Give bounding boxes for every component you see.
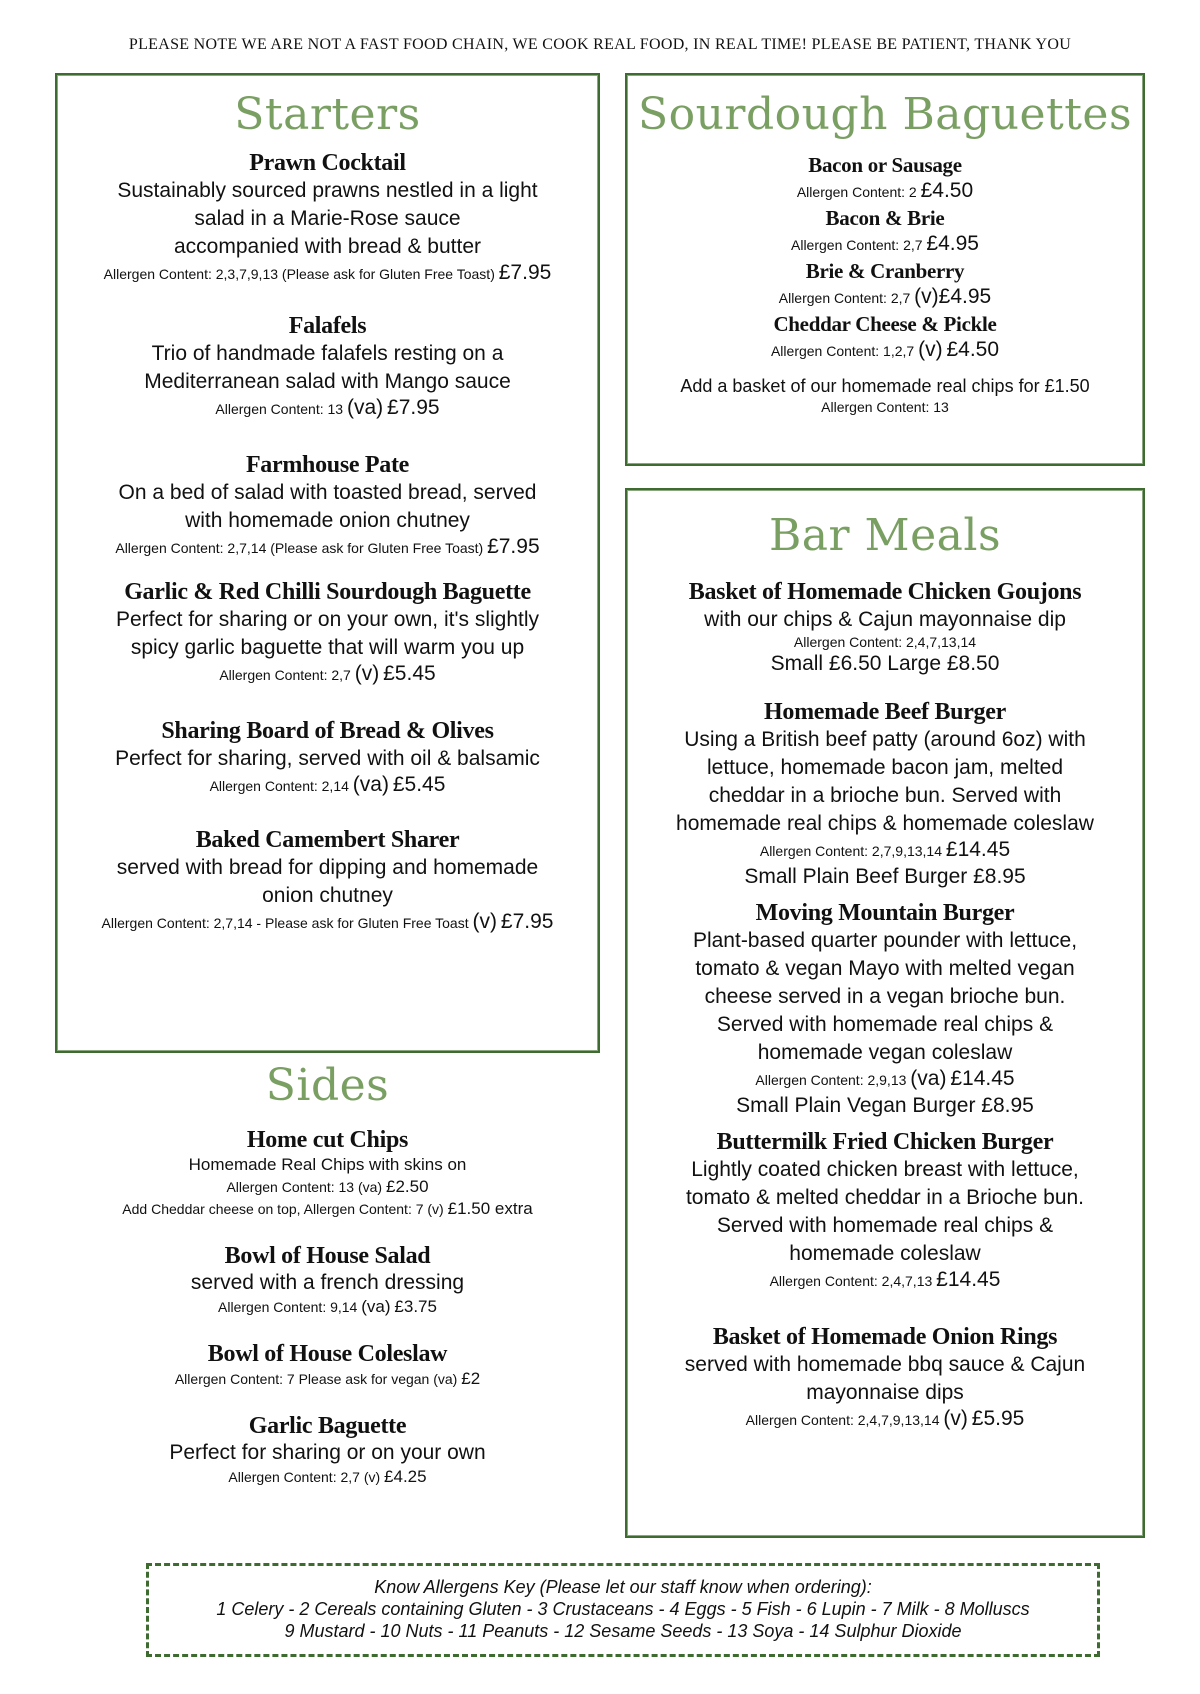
item-allergen [55,1176,600,1198]
item-allergen [57,261,598,286]
item-allergen [627,1268,1143,1293]
menu-item [55,1242,600,1318]
allergen-text: Allergen Content: 2,7 [791,237,923,253]
allergen-text: Allergen Content: 2 [796,184,917,200]
item-desc-line: Perfect for sharing or on your own, it's slightly [115,608,540,631]
item-desc-line: homemade coleslaw [789,1242,981,1265]
item-desc-line: lettuce, homemade bacon jam, melted [706,756,1064,779]
allergen-text: Allergen Content: 1,2,7 [770,343,915,359]
item-price: £14.45 [936,1268,1001,1291]
item-name: Garlic Baguette [248,1413,407,1439]
item-desc-line: Plant-based quarter pounder with lettuce, [692,929,1078,952]
allergen-key-title: Know Allergens Key (Please let our staff know when ordering): [374,1577,872,1597]
menu-item [627,1323,1143,1432]
item-allergen [55,1296,600,1318]
item-desc-line: homemade real chips & homemade coleslaw [676,812,1094,835]
item-desc-line: Perfect for sharing, served with oil & balsamic [115,747,540,770]
menu-item [57,312,598,421]
item-desc-line: tomato & melted cheddar in a Brioche bun. [685,1186,1085,1209]
item-name: Garlic & Red Chilli Sourdough Baguette [124,579,531,605]
chips-addon: Add a basket of our homemade real chips for £1.50 [680,376,1090,396]
item-price: £14.45 [950,1067,1015,1090]
extra-text: Add Cheddar cheese on top, Allergen Content: 7 (v) [122,1201,444,1217]
starters-title: Starters [234,89,421,140]
menu-item [627,310,1143,363]
item-desc-line: On a bed of salad with toasted bread, served [118,481,537,504]
item-desc-line: Sustainably sourced prawns nestled in a light [117,179,538,202]
menu-item [627,257,1143,310]
item-allergen [627,1407,1143,1432]
item-desc-line: with homemade onion chutney [185,509,470,532]
menu-item [627,151,1143,204]
item-price: £4.25 [384,1467,427,1486]
item-name: Moving Mountain Burger [755,900,1015,926]
bar-meals-panel [625,488,1145,1538]
item-name: Cheddar Cheese & Pickle [773,312,997,336]
diet-tag: (v) [914,285,939,308]
diet-tag: (v) [943,1407,968,1430]
diet-tag: (va) [346,396,384,419]
item-name: Buttermilk Fried Chicken Burger [716,1129,1054,1155]
chips-addon-allergen: Allergen Content: 13 [821,399,949,415]
allergen-text: Allergen Content: 2,4,7,13 [769,1273,933,1289]
item-allergen [627,285,1143,310]
item-desc-line: with our chips & Cajun mayonnaise dip [704,608,1066,631]
item-extra: Small Plain Beef Burger £8.95 [744,865,1026,888]
allergen-text: Allergen Content: 2,7 [778,290,911,306]
item-allergen [57,773,598,798]
item-allergen [57,910,598,935]
allergen-text: Allergen Content: 2,7,14 - Please ask for Gluten Free Toast [101,915,469,931]
item-allergen [57,662,598,687]
menu-item [627,578,1143,678]
item-name: Baked Camembert Sharer [195,827,460,853]
item-price: £4.95 [926,232,979,255]
item-desc-line: Perfect for sharing or on your own [169,1441,486,1464]
item-extra [55,1198,600,1220]
item-allergen [627,232,1143,257]
allergen-text: Allergen Content: 9,14 [218,1299,358,1315]
item-price: £7.95 [500,910,554,933]
item-name: Prawn Cocktail [249,150,406,176]
item-desc-line: Trio of handmade falafels resting on a [151,342,504,365]
allergen-key-line: 9 Mustard - 10 Nuts - 11 Peanuts - 12 Sesame Seeds - 13 Soya - 14 Sulphur Dioxide [284,1621,962,1641]
item-desc-line: onion chutney [262,884,393,907]
item-price: £5.45 [392,773,446,796]
item-desc-line: tomato & vegan Mayo with melted vegan [695,957,1075,980]
extra-price: £1.50 extra [447,1199,533,1218]
allergen-text: Allergen Content: 2,7,9,13,14 [759,843,942,859]
item-allergen [57,535,598,560]
menu-item [57,451,598,560]
menu-item [57,826,598,935]
item-price: Small £6.50 Large £8.50 [770,652,1000,675]
allergen-text: Allergen Content: 2,7,14 (Please ask for Gluten Free Toast) [115,540,484,556]
allergen-key-line: 1 Celery - 2 Cereals containing Gluten - 3 Crustaceans - 4 Eggs - 5 Fish - 6 Lupin - 7 Milk - 8 Molluscs [216,1599,1030,1619]
baguettes-title: Sourdough Baguettes [637,89,1133,140]
item-desc-line: served with bread for dipping and homemade [116,856,539,879]
allergen-text: Allergen Content: 2,14 [209,778,349,794]
allergen-text: Allergen Content: 7 Please ask for vegan (va) [174,1371,458,1387]
allergen-text: Allergen Content: 2,3,7,9,13 (Please ask for Gluten Free Toast) [103,266,495,282]
diet-tag: (va) [352,773,389,796]
diet-tag: (v) [354,662,380,685]
item-name: Bacon or Sausage [808,153,962,177]
item-allergen [627,1067,1143,1092]
sides-title: Sides [265,1060,390,1111]
item-price: £2.50 [385,1177,429,1196]
item-desc-line: served with a french dressing [190,1271,465,1294]
item-price: £4.50 [920,179,974,202]
item-price: £7.95 [487,535,540,558]
item-desc-line: Using a British beef patty (around 6oz) with [684,728,1086,751]
menu-item [627,698,1143,891]
menu-item [57,578,598,687]
item-price: £7.95 [387,396,440,419]
item-desc-line: Served with homemade real chips & [716,1214,1054,1237]
item-allergen [55,1466,600,1488]
item-name: Bacon & Brie [825,206,945,230]
menu-item [57,717,598,798]
diet-tag: (v) [472,910,497,933]
kitchen-notice: PLEASE NOTE WE ARE NOT A FAST FOOD CHAIN, WE COOK REAL FOOD, IN REAL TIME! PLEASE BE PATIENT, THANK YOU [128,36,1072,53]
item-price: £4.95 [938,285,992,308]
item-desc-line: cheddar in a brioche bun. Served with [708,784,1062,807]
menu-item [55,1340,600,1390]
item-price: £7.95 [498,261,552,284]
menu-item [627,204,1143,257]
item-desc-line: Lightly coated chicken breast with lettuce, [691,1158,1079,1181]
menu-item [55,1412,600,1488]
menu-item [55,1126,600,1220]
item-desc-line: accompanied with bread & butter [173,235,481,258]
item-extra: Small Plain Vegan Burger £8.95 [736,1094,1034,1117]
item-desc-line: Mediterranean salad with Mango sauce [144,370,511,393]
allergen-text: Allergen Content: 13 [215,401,344,417]
item-desc-line: served with homemade bbq sauce & Cajun [684,1353,1086,1376]
item-allergen [55,1368,600,1390]
item-price: £5.45 [383,662,436,685]
item-desc-line: homemade vegan coleslaw [757,1041,1013,1064]
allergen-key [146,1563,1100,1657]
starters-panel [55,73,600,1053]
item-name: Falafels [288,313,367,339]
item-name: Basket of Homemade Chicken Goujons [688,579,1082,605]
allergen-text: Allergen Content: 2,4,7,9,13,14 [745,1412,940,1428]
item-desc-line: cheese served in a vegan brioche bun. [704,985,1066,1008]
item-name: Farmhouse Pate [245,452,410,478]
item-allergen [627,338,1143,363]
diet-tag: (va) [910,1067,947,1090]
item-name: Brie & Cranberry [805,259,965,283]
item-desc-line: mayonnaise dips [806,1381,964,1404]
item-price: £2 [461,1369,481,1388]
menu-item [627,899,1143,1120]
allergen-text: Allergen Content: 13 (va) [226,1179,383,1195]
allergen-text: Allergen Content: 2,7 [219,667,351,683]
item-price: £4.50 [946,338,1000,361]
item-allergen [627,838,1143,863]
item-name: Bowl of House Salad [224,1243,431,1269]
item-name: Home cut Chips [246,1127,409,1153]
item-price: £3.75 [394,1297,437,1316]
item-price: £5.95 [971,1407,1025,1430]
allergen-text: Allergen Content: 2,9,13 [755,1072,907,1088]
item-desc-line: Homemade Real Chips with skins on [188,1155,467,1174]
item-desc-line: salad in a Marie-Rose sauce [194,207,461,230]
item-desc-line: Served with homemade real chips & [716,1013,1054,1036]
menu-item [627,1128,1143,1293]
item-name: Basket of Homemade Onion Rings [712,1324,1058,1350]
sides-section [55,1060,600,1488]
diet-tag: (v) [918,338,943,361]
item-allergen [57,396,598,421]
item-allergen: Allergen Content: 2,4,7,13,14 [793,634,977,650]
baguettes-panel [625,73,1145,466]
item-price: £14.45 [945,838,1011,861]
item-name: Bowl of House Coleslaw [207,1341,448,1367]
item-desc-line: spicy garlic baguette that will warm you up [130,636,525,659]
diet-tag: (va) [361,1297,391,1316]
allergen-text: Allergen Content: 2,7 (v) [228,1469,381,1485]
item-name: Homemade Beef Burger [764,699,1006,725]
item-allergen [627,179,1143,204]
item-name: Sharing Board of Bread & Olives [161,718,494,744]
menu-item [57,149,598,286]
bar-meals-title: Bar Meals [768,510,1002,561]
